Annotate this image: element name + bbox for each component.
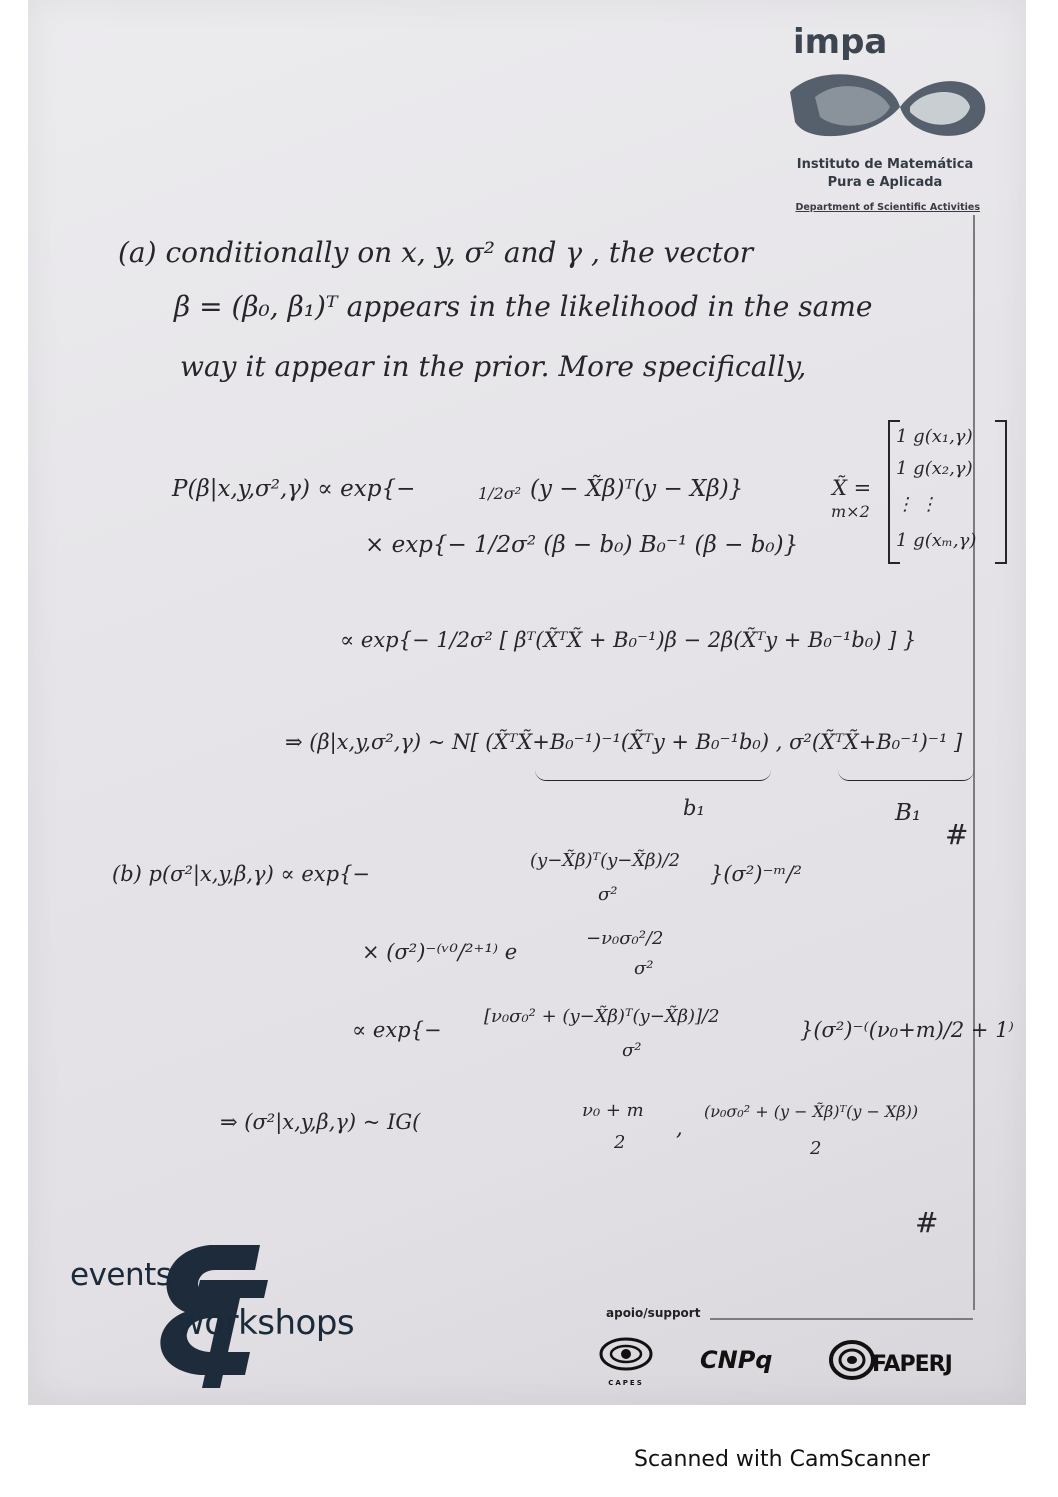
workshops-word: workshops xyxy=(177,1303,355,1343)
part-a-line3: way it appear in the prior. More specifically, xyxy=(180,350,807,383)
part-b-eq4-separator: , xyxy=(676,1116,683,1140)
events-word: events xyxy=(70,1257,172,1293)
part-b-eq1-numerator: (y−X̃β)ᵀ(y−X̃β)/2 xyxy=(530,850,681,871)
support-label: apoio/support xyxy=(606,1306,701,1320)
scanner-watermark: Scanned with CamScanner xyxy=(634,1447,930,1472)
design-matrix-row4: 1 g(xₘ,γ) xyxy=(896,530,977,551)
part-a-eq1-lhs: P(β|x,y,σ²,γ) ∝ exp{− xyxy=(172,476,416,502)
design-matrix-dim: m×2 xyxy=(831,502,870,521)
department-label: Department of Scientific Activities xyxy=(795,202,980,213)
part-b-eq3-denominator: σ² xyxy=(622,1040,642,1061)
part-b-eq2-denominator: σ² xyxy=(634,958,654,979)
brace-b1 xyxy=(535,770,771,781)
matrix-right-bracket xyxy=(995,420,1007,564)
label-b1: b₁ xyxy=(683,796,705,820)
institute-name-line1: Instituto de Matemática xyxy=(796,157,974,172)
faperj-logo: FAPERJ xyxy=(872,1352,952,1377)
part-b-eq3-lhs: ∝ exp{− xyxy=(352,1018,442,1042)
impa-brand: impa xyxy=(793,22,888,62)
design-matrix-label: X̃ = xyxy=(832,476,872,500)
part-a-end-mark: # xyxy=(945,818,969,851)
design-matrix-row1: 1 g(x₁,γ) xyxy=(896,426,973,447)
part-b-eq3-numerator: [ν₀σ₀² + (y−X̃β)ᵀ(y−X̃β)]/2 xyxy=(484,1006,720,1027)
part-b-eq1-rhs: }(σ²)⁻ᵐ/² xyxy=(710,862,802,886)
part-b-eq2-lhs: × (σ²)⁻⁽ᵛ⁰/²⁺¹⁾ e xyxy=(362,940,518,964)
part-a-eq1-fraction: 1/2σ² xyxy=(478,484,522,503)
part-b-eq3-rhs: }(σ²)⁻⁽(ν₀+m)/2 + 1⁾ xyxy=(800,1018,1014,1042)
brace-B1 xyxy=(838,770,974,781)
institute-name-line2: Pura e Aplicada xyxy=(827,175,943,190)
capes-wordmark: CAPES xyxy=(608,1379,644,1387)
design-matrix-row2: 1 g(x₂,γ) xyxy=(896,458,973,479)
part-a-eq4: ⇒ (β|x,y,σ²,γ) ~ N[ (X̃ᵀX̃+B₀⁻¹)⁻¹(X̃ᵀy + B₀⁻¹b₀) , σ²(X̃ᵀX̃+B₀⁻¹)⁻¹ ] xyxy=(285,730,963,754)
design-matrix-row3: ⋮ ⋮ xyxy=(896,494,938,515)
cnpq-logo: CNPq xyxy=(700,1346,773,1374)
frame-line-horizontal xyxy=(710,1318,973,1320)
part-b-eq4-frac1-denominator: 2 xyxy=(614,1132,626,1153)
part-b-end-mark: # xyxy=(915,1206,939,1239)
part-b-eq4-frac1-numerator: ν₀ + m xyxy=(582,1100,644,1121)
capes-logo-icon xyxy=(598,1330,654,1390)
part-b-eq1-denominator: σ² xyxy=(598,884,618,905)
frame-line-vertical xyxy=(973,215,975,1310)
part-a-eq2: × exp{− 1/2σ² (β − b₀) B₀⁻¹ (β − b₀)} xyxy=(365,532,799,558)
part-a-eq1-rhs: (y − X̃β)ᵀ(y − Xβ)} xyxy=(530,476,744,502)
part-a-line1: (a) conditionally on x, y, σ² and γ , the vector xyxy=(118,236,754,269)
part-b-eq1-lhs: (b) p(σ²|x,y,β,γ) ∝ exp{− xyxy=(112,862,371,886)
part-b-eq4-frac2-denominator: 2 xyxy=(810,1138,822,1159)
part-a-eq3: ∝ exp{− 1/2σ² [ βᵀ(X̃ᵀX̃ + B₀⁻¹)β − 2β(X̃ᵀy + B₀⁻¹b₀) ] } xyxy=(340,628,917,652)
label-B1: B₁ xyxy=(895,800,922,826)
part-b-eq4-frac2-numerator: (ν₀σ₀² + (y − X̃β)ᵀ(y − Xβ)) xyxy=(704,1102,919,1121)
part-a-line2: β = (β₀, β₁)ᵀ appears in the likelihood in the same xyxy=(174,290,873,323)
part-b-eq2-numerator: −ν₀σ₀²/2 xyxy=(586,928,664,949)
part-b-eq4-lhs: ⇒ (σ²|x,y,β,γ) ~ IG( xyxy=(220,1110,421,1134)
impa-mobius-logo-icon xyxy=(780,52,995,157)
faperj-logo-icon xyxy=(828,1338,876,1382)
